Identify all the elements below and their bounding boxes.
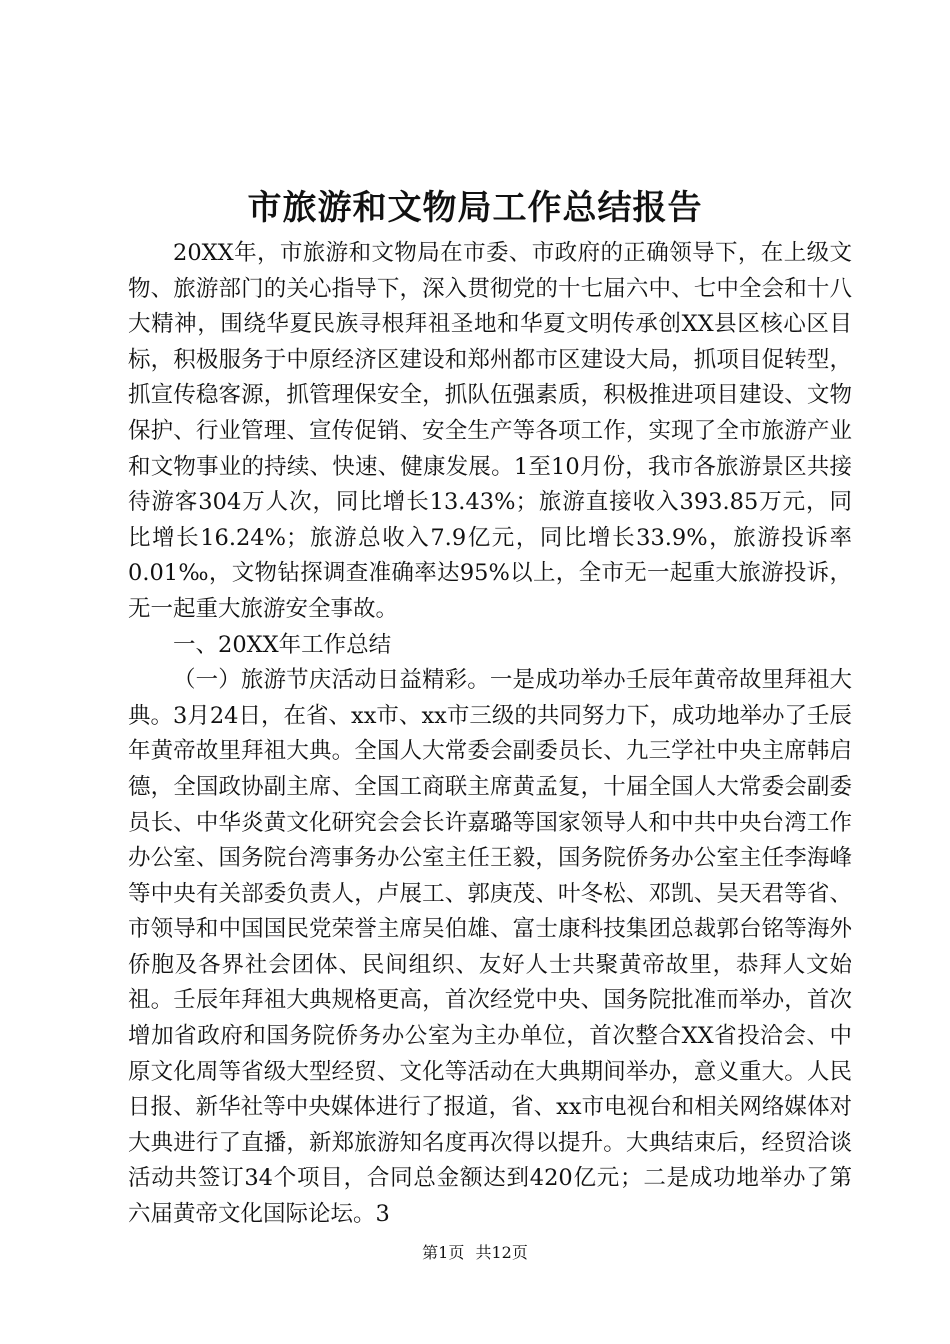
section-heading: 一、20XX年工作总结	[173, 631, 392, 658]
page-total: 共12页	[475, 1243, 528, 1262]
document-body	[128, 236, 852, 1233]
page-number: 第1页	[422, 1243, 465, 1262]
subsection-paragraph: （一）旅游节庆活动日益精彩。一是成功举办壬辰年黄帝故里拜祖大典。3月24日，在省、xx市、xx市三级的共同努力下，成功地举办了壬辰年黄帝故里拜祖大典。全国人大常委会副委员长、九三学社中央主席韩启德，全国政协副主席、全国工商联主席黄孟复，十届全国人大常委会副委员长、中华炎黄文化研究会会长许嘉璐等国家领导人和中共中央台湾工作办公室、国务院台湾事务办公室主任王毅，国务院侨务办公室主任李海峰等中央有关部委负责人，卢展工、郭庚茂、叶冬松、邓凯、吴天君等省、市领导和中国国民党荣誉主席吴伯雄、富士康科技集团总裁郭台铭等海外侨胞及各界社会团体、民间组织、友好人士共聚黄帝故里，恭拜人文始祖。壬辰年拜祖大典规格更高，首次经党中央、国务院批准而举办，首次增加省政府和国务院侨务办公室为主办单位，首次整合XX省投洽会、中原文化周等省级大型经贸、文化等活动在大典期间举办，意义重大。人民日报、新华社等中央媒体进行了报道，省、xx市电视台和相关网络媒体对大典进行了直播，新郑旅游知名度再次得以提升。大典结束后，经贸洽谈活动共签订34个项目，合同总金额达到420亿元；二是成功地举办了第六届黄帝文化国际论坛。3	[128, 667, 852, 1228]
document-title: 市旅游和文物局工作总结报告	[247, 188, 703, 228]
page-footer	[0, 1243, 950, 1263]
intro-paragraph: 20XX年，市旅游和文物局在市委、市政府的正确领导下，在上级文物、旅游部门的关心指导下，深入贯彻党的十七届六中、七中全会和十八大精神，围绕华夏民族寻根拜祖圣地和华夏文明传承创XX县区核心区目标，积极服务于中原经济区建设和郑州都市区建设大局，抓项目促转型，抓宣传稳客源，抓管理保安全，抓队伍强素质，积极推进项目建设、文物保护、行业管理、宣传促销、安全生产等各项工作，实现了全市旅游产业和文物事业的持续、快速、健康发展。1至10月份，我市各旅游景区共接待游客304万人次，同比增长13.43%；旅游直接收入393.85万元，同比增长16.24%；旅游总收入7.9亿元，同比增长33.9%，旅游投诉率0.01‰，文物钻探调查准确率达95%以上，全市无一起重大旅游投诉，无一起重大旅游安全事故。	[128, 240, 852, 622]
